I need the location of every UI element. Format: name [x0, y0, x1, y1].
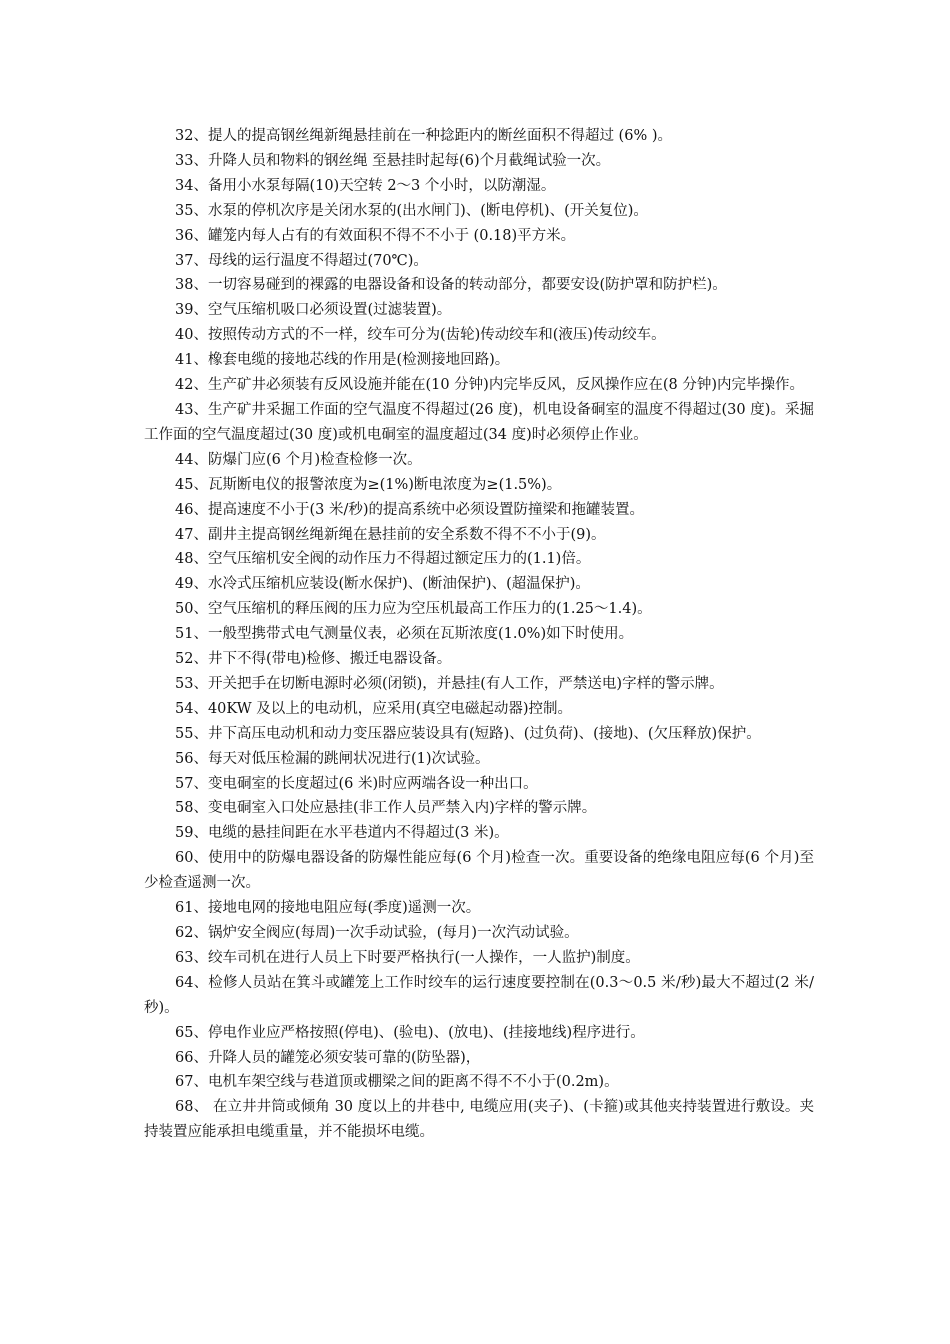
item-62: 62、锅炉安全阀应(每周)一次手动试验，(每月)一次汽动试验。	[175, 925, 579, 941]
item-53: 53、开关把手在切断电源时必须(闭锁)，并悬挂(有人工作，严禁送电)字样的警示牌。	[175, 675, 724, 692]
item-66: 66、升降人员的罐笼必须安装可靠的(防坠器)，	[175, 1049, 481, 1066]
item-63: 63、绞车司机在进行人员上下时要严格执行(一人操作，一人监护)制度。	[175, 949, 640, 966]
item-43: 43、生产矿井采掘工作面的空气温度不得超过(26 度)，机电设备硐室的温度不得超过(30 度)。采掘工作面的空气温度超过(30 度)或机电硐室的温度超过(34 度)时必须停止作业。	[144, 401, 814, 443]
item-67: 67、电机车架空线与巷道顶或棚梁之间的距离不得不不小于(0.2m)。	[175, 1074, 619, 1091]
item-55: 55、井下高压电动机和动力变压器应装设具有(短路)、(过负荷)、(接地)、(欠压释放)保护。	[175, 725, 761, 742]
item-44: 44、防爆门应(6 个月)检查检修一次。	[175, 451, 422, 468]
item-46: 46、提高速度不小于(3 米/秒)的提高系统中必须设置防撞梁和拖罐装置。	[175, 501, 644, 518]
item-47: 47、副井主提高钢丝绳新绳在悬挂前的安全系数不得不不小于(9)。	[175, 526, 606, 543]
item-60: 60、使用中的防爆电器设备的防爆性能应每(6 个月)检查一次。重要设备的绝缘电阻应每(6 个月)至少检查遥测一次。	[144, 850, 814, 892]
document-body	[144, 124, 814, 1145]
item-58: 58、变电硐室入口处应悬挂(非工作人员严禁入内)字样的警示牌。	[175, 800, 597, 817]
item-57: 57、变电硐室的长度超过(6 米)时应两端各设一种出口。	[175, 775, 538, 792]
item-34: 34、备用小水泵每隔(10)天空转 2～3 个小时，以防潮湿。	[175, 177, 556, 194]
item-40: 40、按照传动方式的不一样，绞车可分为(齿轮)传动绞车和(液压)传动绞车。	[175, 327, 666, 344]
item-52: 52、井下不得(带电)检修、搬迁电器设备。	[175, 651, 452, 668]
item-50: 50、空气压缩机的释压阀的压力应为空压机最高工作压力的(1.25～1.4)。	[175, 601, 652, 618]
item-42: 42、生产矿井必须装有反风设施并能在(10 分钟)内完毕反风，反风操作应在(8 分钟)内完毕操作。	[175, 377, 804, 394]
item-45: 45、瓦斯断电仪的报警浓度为≥(1%)断电浓度为≥(1.5%)。	[175, 476, 562, 493]
item-51: 51、一般型携带式电气测量仪表，必须在瓦斯浓度(1.0%)如下时使用。	[175, 626, 634, 643]
item-35: 35、水泵的停机次序是关闭水泵的(出水闸门)、(断电停机)、(开关复位)。	[175, 202, 648, 219]
item-33: 33、升降人员和物料的钢丝绳 至悬挂时起每(6)个月截绳试验一次。	[175, 152, 611, 169]
item-56: 56、每天对低压检漏的跳闸状况进行(1)次试验。	[175, 750, 490, 767]
item-49: 49、水冷式压缩机应装设(断水保护)、(断油保护)、(超温保护)。	[175, 576, 590, 593]
item-36: 36、罐笼内每人占有的有效面积不得不不小于 (0.18)平方米。	[175, 227, 576, 244]
item-37: 37、母线的运行温度不得超过(70℃)。	[175, 252, 428, 269]
item-39: 39、空气压缩机吸口必须设置(过滤装置)。	[175, 302, 452, 319]
item-68: 68、 在立井井筒或倾角 30 度以上的井巷中, 电缆应用(夹子)、(卡箍)或其他夹持装置进行敷设。夹持装置应能承担电缆重量，并不能损坏电缆。	[144, 1099, 814, 1141]
item-61: 61、接地电网的接地电阻应每(季度)遥测一次。	[175, 900, 481, 917]
item-48: 48、空气压缩机安全阀的动作压力不得超过额定压力的(1.1)倍。	[175, 551, 591, 568]
item-64: 64、检修人员站在箕斗或罐笼上工作时绞车的运行速度要控制在(0.3～0.5 米/秒)最大不超过(2 米/秒)。	[144, 974, 814, 1016]
item-38: 38、一切容易碰到的裸露的电器设备和设备的转动部分，都要安设(防护罩和防护栏)。	[175, 277, 727, 294]
item-59: 59、电缆的悬挂间距在水平巷道内不得超过(3 米)。	[175, 825, 509, 842]
item-65: 65、停电作业应严格按照(停电)、(验电)、(放电)、(挂接地线)程序进行。	[175, 1024, 645, 1041]
item-41: 41、橡套电缆的接地芯线的作用是(检测接地回路)。	[175, 352, 510, 369]
item-32: 32、提人的提高钢丝绳新绳悬挂前在一种捻距内的断丝面积不得超过 (6% )。	[175, 128, 672, 144]
item-54: 54、40KW 及以上的电动机，应采用(真空电磁起动器)控制。	[175, 700, 573, 717]
